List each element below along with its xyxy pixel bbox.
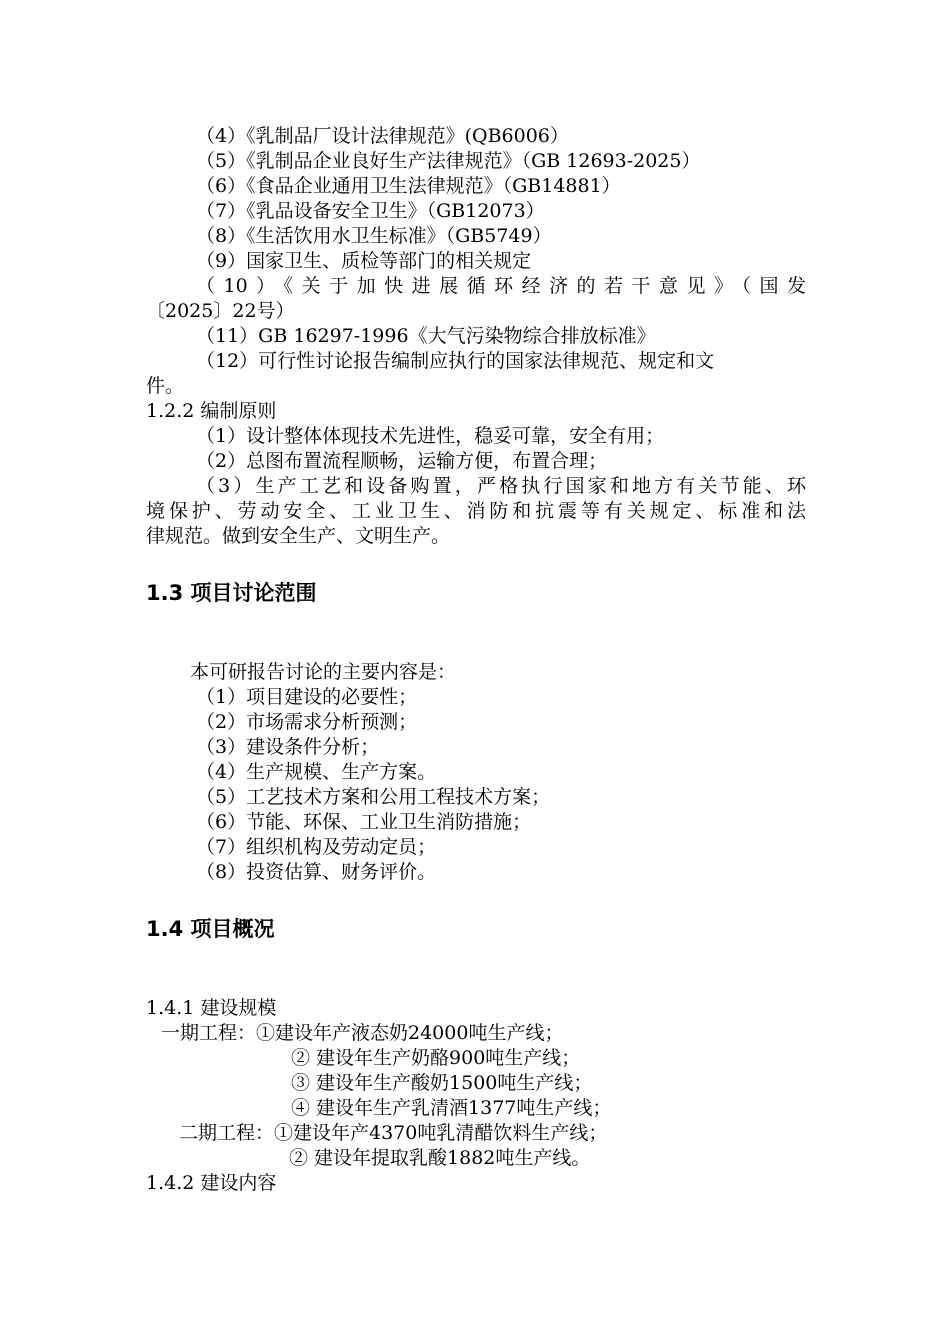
basis-item-5: （5）《乳制品企业良好生产法律规范》（GB 12693-2025） <box>196 150 701 172</box>
phase1-line-4: ④ 建设年生产乳清酒1377吨生产线； <box>291 1097 612 1119</box>
content-heading: 1.4.2 建设内容 <box>146 1172 277 1194</box>
principles-heading: 1.2.2 编制原则 <box>146 400 277 422</box>
scope-item: （7）组织机构及劳动定员； <box>196 836 437 858</box>
basis-item-12-line1: （12）可行性讨论报告编制应执行的国家法律规范、规定和文 <box>196 350 715 372</box>
phase1-line-2: ② 建设年生产奶酪900吨生产线； <box>291 1047 581 1069</box>
basis-item-10-line1: （10）《关于加快进展循环经济的若干意见》（国发 <box>196 275 806 297</box>
principle-2: （2）总图布置流程顺畅，运输方便，布置合理； <box>196 450 608 472</box>
basis-item-12-line2: 件。 <box>146 375 185 397</box>
scope-item: （4）生产规模、生产方案。 <box>196 761 437 783</box>
basis-item-6: （6）《食品企业通用卫生法律规范》（GB14881） <box>196 175 621 197</box>
section-heading-scope: 1.3 项目讨论范围 <box>146 581 317 605</box>
basis-item-4: （4）《乳制品厂设计法律规范》(QB6006） <box>196 125 569 147</box>
basis-item-7: （7）《乳品设备安全卫生》（GB12073） <box>196 200 545 222</box>
basis-item-8: （8）《生活饮用水卫生标准》（GB5749） <box>196 225 552 247</box>
scope-item: （3）建设条件分析； <box>196 736 380 758</box>
principle-3-line3: 律规范。做到安全生产、文明生产。 <box>146 525 451 547</box>
basis-item-10-line2: 〔2025〕22号） <box>146 300 295 322</box>
principle-3-line1: （3）生产工艺和设备购置，严格执行国家和地方有关节能、环 <box>196 475 806 497</box>
scope-item: （5）工艺技术方案和公用工程技术方案； <box>196 786 551 808</box>
section-heading-overview: 1.4 项目概况 <box>146 917 275 941</box>
scope-intro: 本可研报告讨论的主要内容是： <box>190 661 457 683</box>
principle-3-line2: 境保护、劳动安全、工业卫生、消防和抗震等有关规定、标准和法 <box>146 500 806 522</box>
basis-item-9: （9）国家卫生、质检等部门的相关规定 <box>196 250 532 272</box>
scope-item: （6）节能、环保、工业卫生消防措施； <box>196 811 532 833</box>
phase2-line-2: ② 建设年提取乳酸1882吨生产线。 <box>289 1147 591 1169</box>
phase2-line-1: 二期工程：①建设年产4370吨乳清醋饮料生产线； <box>179 1122 608 1144</box>
scope-item: （2）市场需求分析预测； <box>196 711 418 733</box>
scope-item: （1）项目建设的必要性； <box>196 686 418 708</box>
scale-heading: 1.4.1 建设规模 <box>146 997 277 1019</box>
basis-item-11: （11）GB 16297-1996《大气污染物综合排放标准》 <box>196 325 656 347</box>
principle-1: （1）设计整体体现技术先进性，稳妥可靠，安全有用； <box>196 425 665 447</box>
phase1-line-3: ③ 建设年生产酸奶1500吨生产线； <box>291 1072 593 1094</box>
phase1-line-1: 一期工程：①建设年产液态奶24000吨生产线； <box>161 1022 564 1044</box>
scope-item: （8）投资估算、财务评价。 <box>196 861 437 883</box>
